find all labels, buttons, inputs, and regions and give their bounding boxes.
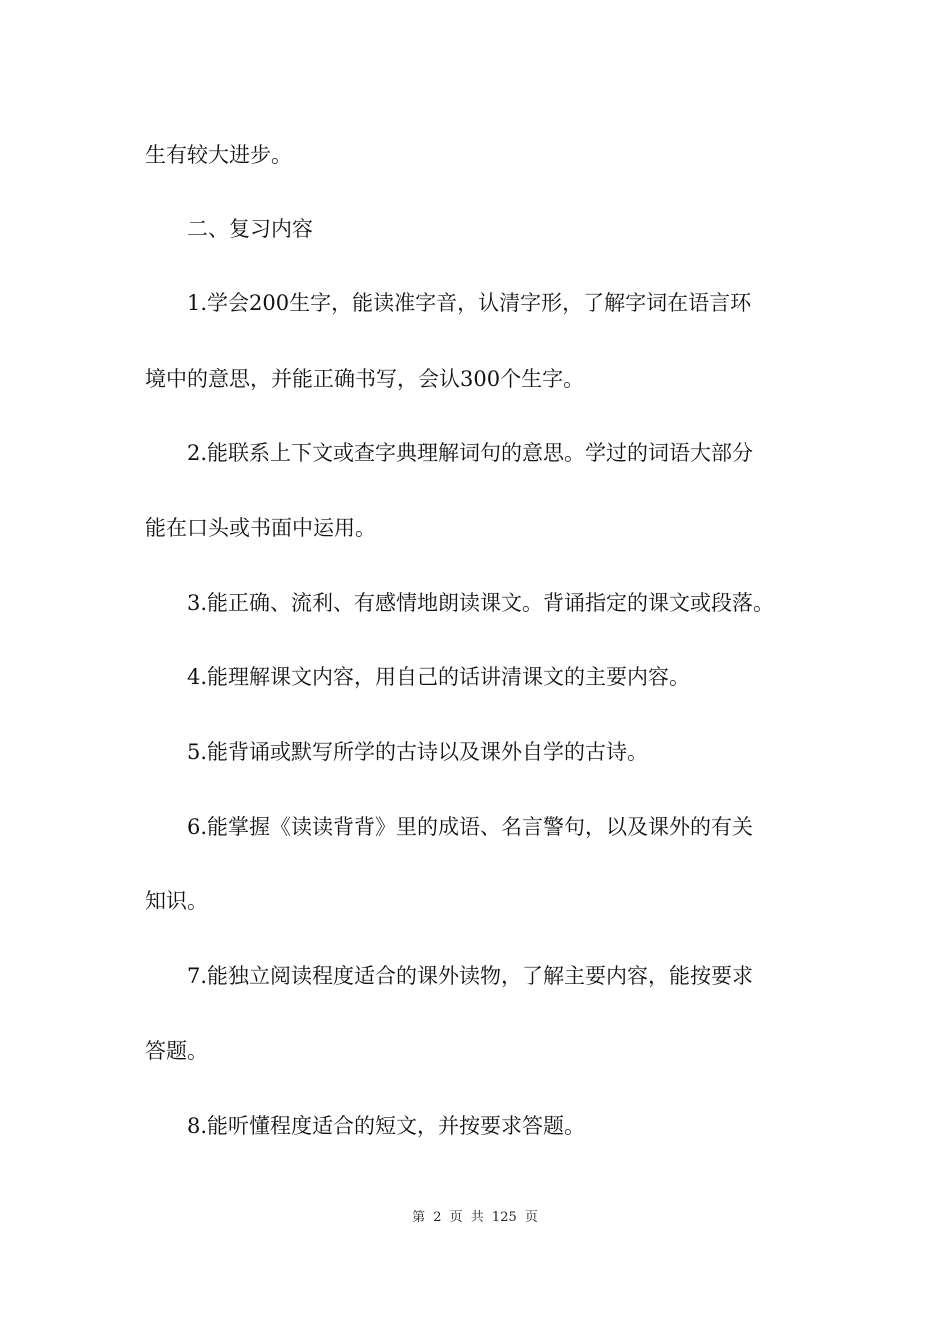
list-item-1-line-2: 境中的意思，并能正确书写，会认300个生字。 (145, 367, 585, 391)
list-item-3: 3.能正确、流利、有感情地朗读课文。背诵指定的课文或段落。 (187, 591, 775, 615)
section-heading-review-content: 二、复习内容 (187, 217, 313, 241)
list-item-1-line-1: 1.学会200生字，能读准字音，认清字形，了解字词在语言环 (187, 291, 752, 315)
list-item-7-line-1: 7.能独立阅读程度适合的课外读物，了解主要内容，能按要求 (187, 964, 754, 988)
paragraph-line-continuation: 生有较大进步。 (145, 143, 292, 167)
list-item-2-line-2: 能在口头或书面中运用。 (145, 516, 376, 540)
list-item-6-line-2: 知识。 (145, 889, 208, 913)
list-item-8: 8.能听懂程度适合的短文，并按要求答题。 (187, 1114, 586, 1138)
page-number-footer: 第 2 页 共 125 页 (412, 1210, 538, 1225)
list-item-7-line-2: 答题。 (145, 1039, 208, 1063)
list-item-2-line-1: 2.能联系上下文或查字典理解词句的意思。学过的词语大部分 (187, 441, 754, 465)
list-item-6-line-1: 6.能掌握《读读背背》里的成语、名言警句，以及课外的有关 (187, 815, 754, 839)
list-item-4: 4.能理解课文内容，用自己的话讲清课文的主要内容。 (187, 665, 691, 689)
list-item-5: 5.能背诵或默写所学的古诗以及课外自学的古诗。 (187, 740, 649, 764)
